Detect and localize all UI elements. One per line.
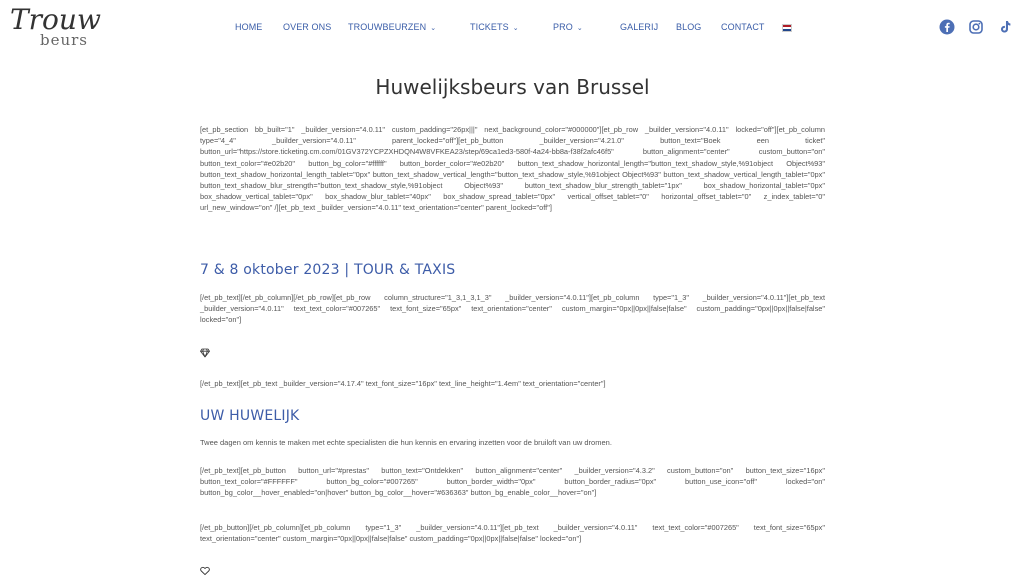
nav-item-over-ons[interactable] <box>283 22 331 32</box>
nav-item-galerij[interactable] <box>620 22 658 32</box>
facebook-icon[interactable] <box>939 19 955 35</box>
shortcode-text-1: [et_pb_section bb_built="1" _builder_version="4.0.11" custom_padding="26px|||" next_background_color="#000000"][et_pb_row _builder_version="4.0.11" locked="off"][et_pb_column type="4_4" _builder_version="4.0.11" parent_locked="off"][et_pb_button _builder_version="4.21.0" button_text="Boek een ticket" button_url="https://store.ticketing.cm.com/01GV372YCPZXHDQN4W8VFKEA23/step/69ca1ed3-580f-4a24-bb8a-f38f2afc46f5" button_alignment="center" custom_button="on" button_text_color="#e02b20" button_bg_color="#ffffff" button_border_color="#e02b20" button_text_shadow_horizontal_length="button_text_shadow_style,%91object Object%93" button_text_shadow_horizontal_length_tablet="0px" button_text_shadow_vertical_length="button_text_shadow_style,%91object Object%93" button_text_shadow_vertical_length_tablet="0px" button_text_shadow_blur_strength="button_text_shadow_style,%91object Object%93" button_text_shadow_blur_strength_tablet="1px" box_shadow_horizontal_tablet="0px" box_shadow_vertical_tablet="0px" box_shadow_blur_tablet="40px" box_shadow_spread_tablet="0px" vertical_offset_tablet="0" horizontal_offset_tablet="0" z_index_tablet="0" url_new_window="on" /][et_pb_text _builder_version="4.0.11" text_orientation="center" parent_locked="off"] <box>200 125 825 213</box>
nav-item-contact[interactable] <box>721 22 765 32</box>
nav-label: OVER ONS <box>283 22 332 32</box>
heart-icon <box>200 566 210 576</box>
language-flag-nl-icon[interactable] <box>782 24 792 32</box>
tiktok-icon[interactable] <box>997 19 1013 35</box>
nav-label: BLOG <box>676 22 702 32</box>
nav-item-home[interactable] <box>235 22 262 32</box>
site-logo[interactable] <box>10 3 101 50</box>
nav-label: CONTACT <box>721 22 765 32</box>
nav-label: TICKETS <box>470 22 509 32</box>
nav-label: TROUWBEURZEN <box>348 22 427 32</box>
nav-item-blog[interactable] <box>676 22 701 32</box>
section-lead-text: Twee dagen om kennis te maken met echte specialisten die hun kennis en ervaring inzetten voor de bruiloft van uw dromen. <box>200 438 612 447</box>
nav-label: GALERIJ <box>620 22 659 32</box>
nav-item-tickets[interactable] <box>470 22 519 32</box>
logo-script: Trouw <box>10 3 101 36</box>
chevron-down-icon: ⌄ <box>512 25 519 32</box>
nav-item-trouwbeurzen[interactable] <box>348 22 436 32</box>
site-header <box>0 0 1024 56</box>
shortcode-text-5: [/et_pb_button][/et_pb_column][et_pb_column type="1_3" _builder_version="4.0.11"][et_pb_text _builder_version="4.0.11" text_text_color="#007265" text_font_size="65px" text_orientation="center" custom_margin="0px||0px||false|false" custom_padding="0px||0px||false|false" locked="on"] <box>200 523 825 544</box>
chevron-down-icon: ⌄ <box>576 25 583 32</box>
page-title: Huwelijksbeurs van Brussel <box>375 75 650 99</box>
logo-sub: beurs <box>40 31 89 49</box>
shortcode-text-4: [/et_pb_text][et_pb_button button_url="#prestas" button_text="Ontdekken" button_alignment="center" _builder_version="4.3.2" custom_button="on" button_text_size="16px" button_text_color="#FFFFFF" button_bg_color="#007265" button_border_width="0px" button_border_radius="0px" button_use_icon="off" locked="on" button_bg_color__hover_enabled="on|hover" button_bg_color__hover="#636363" button_bg_enable_color__hover="on"] <box>200 466 825 498</box>
nav-label: PRO <box>553 22 573 32</box>
instagram-icon[interactable] <box>968 19 984 35</box>
nav-item-pro[interactable] <box>553 22 583 32</box>
nav-label: HOME <box>235 22 263 32</box>
shortcode-text-2: [/et_pb_text][/et_pb_column][/et_pb_row][et_pb_row column_structure="1_3,1_3,1_3" _builder_version="4.0.11"][et_pb_column type="1_3" _builder_version="4.0.11"][et_pb_text _builder_version="4.0.11" text_text_color="#007265" text_font_size="65px" text_orientation="center" custom_margin="0px||0px||false|false" custom_padding="0px||0px||false|false" locked="on"] <box>200 293 825 325</box>
section-heading-huwelijk: UW HUWELIJK <box>200 408 300 424</box>
event-date-heading: 7 & 8 oktober 2023 | TOUR & TAXIS <box>200 262 456 278</box>
chevron-down-icon: ⌄ <box>430 25 437 32</box>
shortcode-text-3: [/et_pb_text][et_pb_text _builder_version="4.17.4" text_font_size="16px" text_line_height="1.4em" text_orientation="center"] <box>200 379 606 388</box>
diamond-icon <box>200 348 210 358</box>
flag-stripe-blue <box>783 29 791 31</box>
